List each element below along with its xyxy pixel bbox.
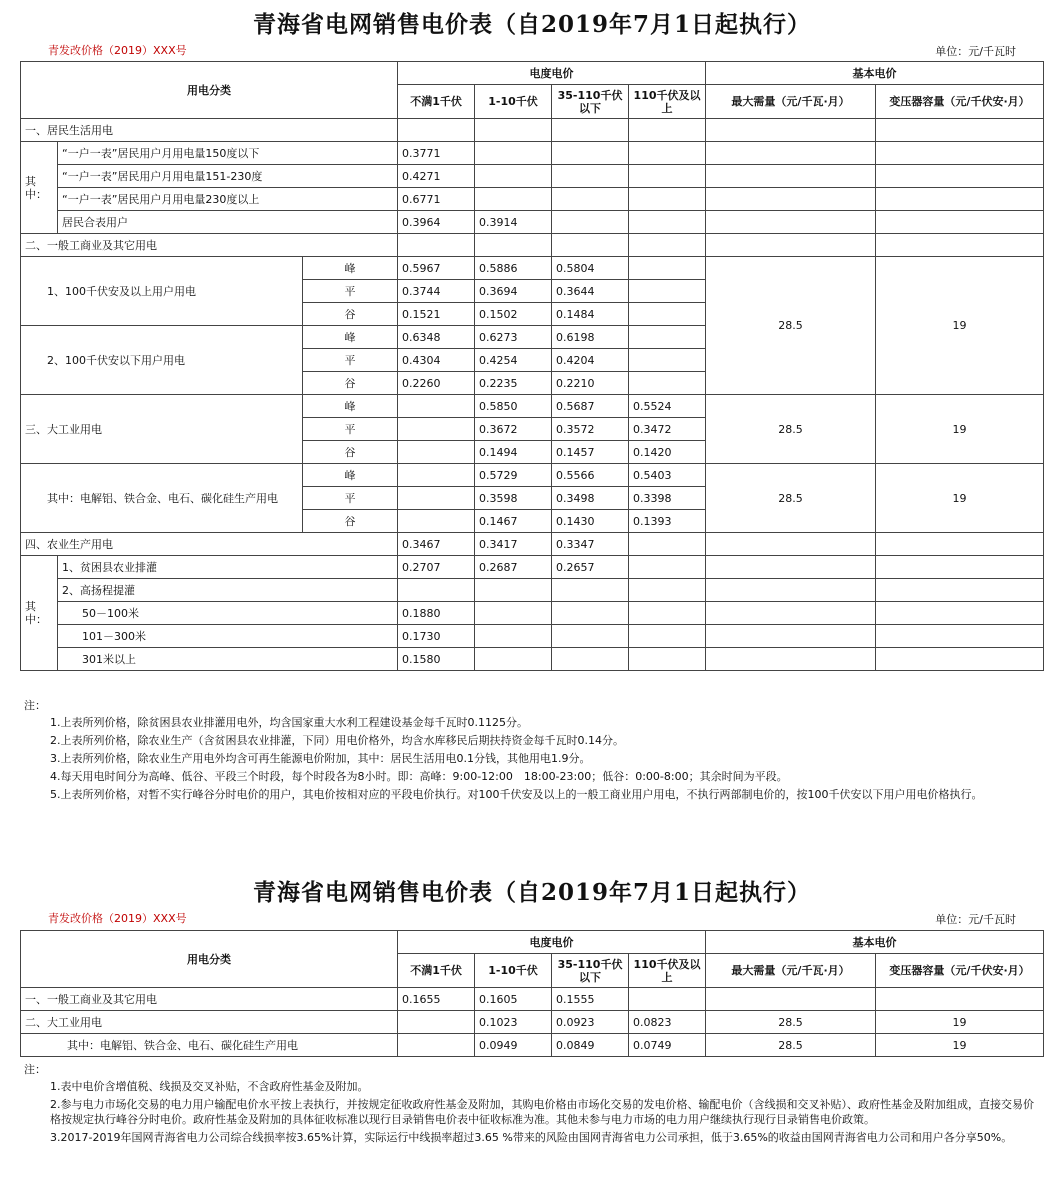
- price-cell: 0.2210: [552, 372, 629, 395]
- header-1-10kv: 1-10千伏: [475, 954, 552, 988]
- table-row: [21, 395, 1044, 418]
- row-label: “一户一表”居民用户月用电量151-230度: [58, 165, 398, 188]
- price-cell: 0.5886: [475, 257, 552, 280]
- note-item: 3.2017-2019年国网青海省电力公司综合线损率按3.65%计算，实际运行中线损率超过3.65 %带来的风险由国网青海省电力公司承担，低于3.65%的收益由国网青海省电力公司和用户各分享50%。: [50, 1131, 1013, 1144]
- header-lt1kv: 不满1千伏: [398, 85, 475, 119]
- table-row: [21, 648, 1044, 671]
- notes-label: 注：: [24, 699, 46, 712]
- price-cell: 0.3744: [398, 280, 475, 303]
- table-row: [21, 257, 1044, 280]
- period-cell: 峰: [303, 464, 398, 487]
- table-row: [21, 556, 1044, 579]
- price-cell: 0.3964: [398, 211, 475, 234]
- price-cell: 0.0749: [629, 1034, 706, 1057]
- price-cell: 0.1730: [398, 625, 475, 648]
- row-label: 二、大工业用电: [21, 1011, 398, 1034]
- price-cell: 0.0849: [552, 1034, 629, 1057]
- header-max-demand: 最大需量（元/千瓦·月）: [706, 954, 876, 988]
- table-row: [21, 464, 1044, 487]
- note-item: 5.上表所列价格，对暂不实行峰谷分时电价的用户，其电价按相对应的平段电价执行。对100千伏安及以上的一般工商业用户用电，不执行两部制电价的，按100千伏安以下用户用电价格执行。: [50, 788, 983, 801]
- period-cell: 平: [303, 418, 398, 441]
- price-cell: 0.5967: [398, 257, 475, 280]
- price-cell: 0.6198: [552, 326, 629, 349]
- price-cell: 0.1580: [398, 648, 475, 671]
- header-transformer: 变压器容量（元/千伏安·月）: [876, 954, 1044, 988]
- price-cell: 0.3498: [552, 487, 629, 510]
- sheet1-title: 青海省电网销售电价表（自2019年7月1日起执行）: [252, 11, 812, 38]
- electrolysis-demand: 28.5: [706, 464, 876, 533]
- price-cell: 0.4204: [552, 349, 629, 372]
- price-cell: 0.0823: [629, 1011, 706, 1034]
- row-label: 一、一般工商业及其它用电: [21, 988, 398, 1011]
- header-110kv-up: 110千伏及以上: [629, 954, 706, 988]
- period-cell: 谷: [303, 372, 398, 395]
- note-item: 2.参与电力市场化交易的电力用户输配电价水平按上表执行，并按规定征收政府性基金及附加，其购电价格由市场化交易的发电价格、输配电价（含线损和交叉补贴）、政府性基金及附加组成，直接交易价格按规定执行峰谷分时电价。政府性基金及附加的具体征收标准以现行目录销售电价表中征收标准为准。其他未参与电力市场的电力用户继续执行现行目录销售电价政策。: [50, 1098, 1034, 1126]
- price-cell: 0.3572: [552, 418, 629, 441]
- header-35-110kv: 35-110千伏以下: [552, 85, 629, 119]
- header-energy-price: 电度电价: [398, 62, 706, 85]
- agri-qizhong: 其中：: [21, 556, 58, 671]
- period-cell: 谷: [303, 510, 398, 533]
- price-cell: 0.3694: [475, 280, 552, 303]
- table-row: [21, 602, 1044, 625]
- price-cell: 0.5566: [552, 464, 629, 487]
- sheet2-notes: [24, 1062, 1042, 1148]
- price-cell: 0.1467: [475, 510, 552, 533]
- general-g2-label: 2、100千伏安以下用户用电: [21, 326, 303, 395]
- sheet2-title: 青海省电网销售电价表（自2019年7月1日起执行）: [252, 879, 812, 906]
- price-cell: 0.3914: [475, 211, 552, 234]
- price-cell: 0.1494: [475, 441, 552, 464]
- note-item: 1.上表所列价格，除贫困县农业排灌用电外，均含国家重大水利工程建设基金每千瓦时0.1125分。: [50, 716, 528, 729]
- note-item: 4.每天用电时间分为高峰、低谷、平段三个时段，每个时段各为8小时。即：高峰：9:00-12:00 18:00-23:00；低谷：0:00-8:00；其余时间为平段。: [50, 770, 788, 783]
- note-item: 1.表中电价含增值税、线损及交叉补贴，不含政府性基金及附加。: [50, 1080, 369, 1093]
- header-35-110kv: 35-110千伏以下: [552, 954, 629, 988]
- price-cell: 0.1420: [629, 441, 706, 464]
- row-label: 50－100米: [58, 602, 398, 625]
- header-basic-price: 基本电价: [706, 931, 1044, 954]
- price-cell: 0.3467: [398, 533, 475, 556]
- table-row: [21, 165, 1044, 188]
- price-cell: 0.2687: [475, 556, 552, 579]
- price-cell: 0.1457: [552, 441, 629, 464]
- price-cell: 0.5729: [475, 464, 552, 487]
- sheet2-price-table: [20, 930, 1044, 1057]
- period-cell: 平: [303, 280, 398, 303]
- sheet1-unit: 单位：元/千瓦时: [935, 45, 1016, 58]
- period-cell: 平: [303, 349, 398, 372]
- header-transformer: 变压器容量（元/千伏安·月）: [876, 85, 1044, 119]
- large-transformer: 19: [876, 395, 1044, 464]
- residential-label: 一、居民生活用电: [21, 119, 398, 142]
- table-row: [21, 533, 1044, 556]
- table-row: [21, 579, 1044, 602]
- note-item: 3.上表所列价格，除农业生产用电外均含可再生能源电价附加，其中：居民生活用电0.1分钱，其他用电1.9分。: [50, 752, 591, 765]
- header-energy-price: 电度电价: [398, 931, 706, 954]
- residential-qizhong: 其中：: [21, 142, 58, 234]
- general-transformer: 19: [876, 257, 1044, 395]
- table-row: [21, 142, 1044, 165]
- header-basic-price: 基本电价: [706, 62, 1044, 85]
- price-cell: 0.6771: [398, 188, 475, 211]
- price-cell: 0.2235: [475, 372, 552, 395]
- row-label: 301米以上: [58, 648, 398, 671]
- notes-label: 注：: [24, 1063, 46, 1076]
- price-cell: 0.4254: [475, 349, 552, 372]
- table-row: [21, 988, 1044, 1011]
- sheet2-unit: 单位：元/千瓦时: [935, 913, 1016, 926]
- header-row: [21, 931, 1044, 954]
- table-row: [21, 188, 1044, 211]
- large-label: 三、大工业用电: [21, 395, 303, 464]
- price-cell: 0.0949: [475, 1034, 552, 1057]
- price-cell: 0.1880: [398, 602, 475, 625]
- price-cell: 0.6348: [398, 326, 475, 349]
- sheet1-notes: [24, 698, 1042, 805]
- table-row: [21, 234, 1044, 257]
- sheet1-price-table: [20, 61, 1044, 671]
- price-cell: 0.2707: [398, 556, 475, 579]
- price-cell: 0.1502: [475, 303, 552, 326]
- header-row: [21, 62, 1044, 85]
- price-cell: 0.5687: [552, 395, 629, 418]
- header-category: 用电分类: [21, 62, 398, 119]
- transformer-cell: 19: [876, 1011, 1044, 1034]
- agri-label: 四、农业生产用电: [21, 533, 398, 556]
- table-row: [21, 625, 1044, 648]
- general-demand: 28.5: [706, 257, 876, 395]
- price-cell: 0.3472: [629, 418, 706, 441]
- price-cell: 0.1484: [552, 303, 629, 326]
- price-cell: 0.6273: [475, 326, 552, 349]
- period-cell: 峰: [303, 257, 398, 280]
- price-cell: 0.5403: [629, 464, 706, 487]
- price-cell: 0.5850: [475, 395, 552, 418]
- header-max-demand: 最大需量（元/千瓦·月）: [706, 85, 876, 119]
- price-cell: 0.1521: [398, 303, 475, 326]
- price-cell: 0.5524: [629, 395, 706, 418]
- header-1-10kv: 1-10千伏: [475, 85, 552, 119]
- sheet2-doc-number: 青发改价格（2019）XXX号: [48, 912, 187, 925]
- price-cell: 0.2260: [398, 372, 475, 395]
- table-row: [21, 1034, 1044, 1057]
- period-cell: 峰: [303, 395, 398, 418]
- demand-cell: 28.5: [706, 1034, 876, 1057]
- row-label: “一户一表”居民用户月用电量150度以下: [58, 142, 398, 165]
- period-cell: 谷: [303, 441, 398, 464]
- price-cell: 0.1430: [552, 510, 629, 533]
- price-cell: 0.5804: [552, 257, 629, 280]
- period-cell: 谷: [303, 303, 398, 326]
- transformer-cell: 19: [876, 1034, 1044, 1057]
- price-cell: 0.3771: [398, 142, 475, 165]
- header-lt1kv: 不满1千伏: [398, 954, 475, 988]
- price-cell: 0.1023: [475, 1011, 552, 1034]
- price-cell: 0.2657: [552, 556, 629, 579]
- general-g1-label: 1、100千伏安及以上用户用电: [21, 257, 303, 326]
- row-label: 1、贫困县农业排灌: [58, 556, 398, 579]
- electrolysis-label: 其中：电解铝、铁合金、电石、碳化硅生产用电: [21, 464, 303, 533]
- price-cell: 0.3417: [475, 533, 552, 556]
- price-cell: 0.3398: [629, 487, 706, 510]
- sheet1-doc-number: 青发改价格（2019）XXX号: [48, 44, 187, 57]
- row-label: 101－300米: [58, 625, 398, 648]
- period-cell: 峰: [303, 326, 398, 349]
- price-cell: 0.1655: [398, 988, 475, 1011]
- row-label: 2、高扬程提灌: [58, 579, 398, 602]
- price-cell: 0.1555: [552, 988, 629, 1011]
- price-cell: 0.1605: [475, 988, 552, 1011]
- price-cell: 0.3598: [475, 487, 552, 510]
- price-cell: 0.4304: [398, 349, 475, 372]
- header-110kv-up: 110千伏及以上: [629, 85, 706, 119]
- table-row: [21, 119, 1044, 142]
- period-cell: 平: [303, 487, 398, 510]
- price-cell: 0.3347: [552, 533, 629, 556]
- price-cell: 0.3644: [552, 280, 629, 303]
- header-category: 用电分类: [21, 931, 398, 988]
- table-row: [21, 211, 1044, 234]
- large-demand: 28.5: [706, 395, 876, 464]
- general-label: 二、一般工商业及其它用电: [21, 234, 398, 257]
- price-cell: 0.0923: [552, 1011, 629, 1034]
- row-label: 其中：电解铝、铁合金、电石、碳化硅生产用电: [21, 1034, 398, 1057]
- note-item: 2.上表所列价格，除农业生产（含贫困县农业排灌，下同）用电价格外，均含水库移民后期扶持资金每千瓦时0.14分。: [50, 734, 624, 747]
- demand-cell: 28.5: [706, 1011, 876, 1034]
- row-label: “一户一表”居民用户月用电量230度以上: [58, 188, 398, 211]
- electrolysis-transformer: 19: [876, 464, 1044, 533]
- price-cell: 0.1393: [629, 510, 706, 533]
- row-label: 居民合表用户: [58, 211, 398, 234]
- price-cell: 0.3672: [475, 418, 552, 441]
- table-row: [21, 1011, 1044, 1034]
- price-cell: 0.4271: [398, 165, 475, 188]
